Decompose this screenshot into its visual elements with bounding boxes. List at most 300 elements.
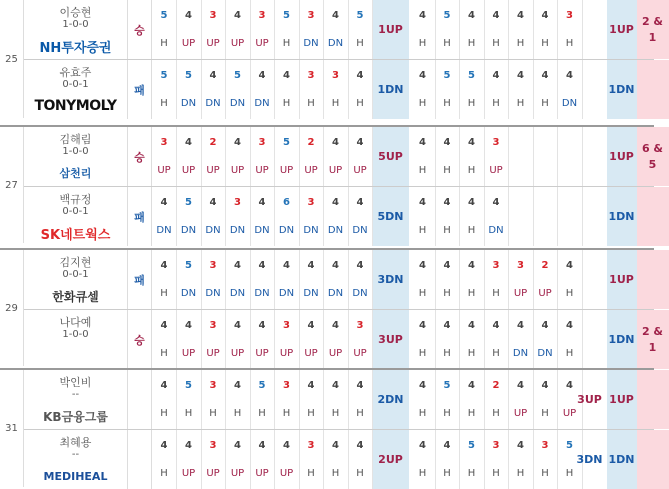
hole-status: H <box>418 348 427 359</box>
grid-line <box>225 310 226 369</box>
player-row <box>24 250 654 309</box>
hole-status: H <box>356 38 364 49</box>
hole-status: H <box>331 98 340 109</box>
grid-line <box>435 310 436 369</box>
grid-line <box>484 127 485 186</box>
grid-line <box>348 187 349 246</box>
hole-status: H <box>467 225 476 236</box>
winner-score <box>637 60 669 119</box>
grid-line <box>557 187 558 246</box>
hole-status: H <box>467 348 476 359</box>
winner-score: 6 & 5 <box>637 127 669 186</box>
grid-line <box>582 127 583 186</box>
grid-line <box>274 370 275 429</box>
player-info <box>24 250 128 309</box>
hole-score: 4 <box>234 137 241 148</box>
hole-status: H <box>418 288 427 299</box>
grid-line <box>323 250 324 309</box>
hole-status: H <box>307 98 315 109</box>
hole-status: H <box>331 468 340 479</box>
hole-status: H <box>160 408 168 419</box>
grid-line <box>435 250 436 309</box>
hole-score: 4 <box>566 380 573 391</box>
grid-line <box>348 250 349 309</box>
grid-line <box>484 310 485 369</box>
hole-status: H <box>492 38 500 49</box>
hole-score: 4 <box>419 380 426 391</box>
grid-line <box>250 0 251 59</box>
final-status: 1DN <box>607 310 637 369</box>
grid-line <box>348 310 349 369</box>
hole-score: 4 <box>283 440 290 451</box>
hole-status: H <box>160 288 168 299</box>
hole-status: UP <box>206 38 220 49</box>
hole-score: 4 <box>517 320 524 331</box>
winner-score <box>637 370 669 429</box>
hole-status: H <box>541 468 549 479</box>
player-row <box>24 186 654 245</box>
hole-score: 4 <box>185 440 192 451</box>
hole-score: 4 <box>419 260 426 271</box>
match-block <box>0 0 664 118</box>
grid-line <box>274 430 275 489</box>
hole-status: DN <box>205 288 221 299</box>
sponsor-logo: 한화큐셀 <box>52 289 99 304</box>
grid-line <box>557 60 558 119</box>
hole-score: 3 <box>283 320 290 331</box>
hole-score: 4 <box>356 260 364 271</box>
final-status: 1UP <box>607 250 637 309</box>
hole-score: 3 <box>307 197 315 208</box>
hole-score: 4 <box>160 440 168 451</box>
hole-score: 4 <box>258 260 266 271</box>
hole-score: 4 <box>443 440 451 451</box>
hole-score: 4 <box>234 10 241 21</box>
hole-status: UP <box>206 165 220 176</box>
hole-score: 5 <box>356 10 364 21</box>
grid-line <box>323 127 324 186</box>
hole-score: 4 <box>258 70 266 81</box>
grid-line <box>274 127 275 186</box>
hole-score: 4 <box>332 137 339 148</box>
hole-score: 4 <box>443 197 451 208</box>
hole-status: H <box>565 348 574 359</box>
hole-score: 3 <box>209 320 217 331</box>
grid-line <box>459 187 460 246</box>
hole-score: 4 <box>160 197 168 208</box>
winner-score: 2 & 1 <box>637 0 669 59</box>
hole-score: 4 <box>443 320 451 331</box>
hole-score: 4 <box>517 380 524 391</box>
hole-score: 4 <box>492 320 500 331</box>
sponsor-logo: NH투자증권 <box>39 40 112 56</box>
grid-line <box>274 310 275 369</box>
player-row <box>24 370 654 429</box>
grid-line <box>225 430 226 489</box>
hole-status: UP <box>304 165 318 176</box>
hole-score: 2 <box>209 137 217 148</box>
hole-status: UP <box>489 165 503 176</box>
hole-status: UP <box>353 348 367 359</box>
hole-status: H <box>331 408 340 419</box>
grid-line <box>274 250 275 309</box>
player-info <box>24 430 128 489</box>
hole-score: 4 <box>332 380 339 391</box>
hole-status: UP <box>181 468 196 479</box>
hole-score: 2 <box>307 137 315 148</box>
grid-line <box>250 310 251 369</box>
hole-score: 4 <box>283 70 290 81</box>
hole-score: 3 <box>307 70 315 81</box>
grid-line <box>557 370 558 429</box>
player-row <box>24 127 664 186</box>
hole-status: DN <box>229 288 246 299</box>
front-nine-total: 2DN <box>373 370 409 429</box>
hole-score: 4 <box>307 260 315 271</box>
hole-status: DN <box>327 225 344 236</box>
grid-line <box>176 0 177 59</box>
grid-line <box>176 250 177 309</box>
grid-line <box>323 430 324 489</box>
hole-score: 4 <box>332 320 339 331</box>
sponsor-logo: TONYMOLY <box>34 98 117 114</box>
hole-status: UP <box>230 165 245 176</box>
hole-status: UP <box>230 38 245 49</box>
hole-score: 3 <box>307 440 315 451</box>
grid-line <box>250 370 251 429</box>
hole-status: DN <box>254 288 270 299</box>
hole-score: 5 <box>185 260 192 271</box>
grid-line <box>348 0 349 59</box>
hole-score: 5 <box>185 197 192 208</box>
hole-score: 5 <box>234 70 241 81</box>
front-nine-total: 3DN <box>373 250 409 309</box>
hole-score: 4 <box>185 320 192 331</box>
hole-score: 4 <box>541 380 549 391</box>
hole-score: 4 <box>283 260 290 271</box>
hole-status: H <box>209 408 217 419</box>
hole-status: H <box>541 38 549 49</box>
match-result: 승 <box>128 310 152 369</box>
hole-score: 4 <box>566 70 573 81</box>
hole-score: 3 <box>209 380 217 391</box>
hole-status: UP <box>279 165 294 176</box>
hole-score: 4 <box>258 440 266 451</box>
front-nine-total: 2UP <box>373 430 409 489</box>
hole-score: 4 <box>332 10 339 21</box>
hole-status: DN <box>303 225 319 236</box>
grid-line <box>582 310 583 369</box>
final-status: 1DN <box>607 430 637 489</box>
grid-line <box>582 250 583 309</box>
hole-status: H <box>418 408 427 419</box>
grid-line <box>201 370 202 429</box>
hole-status: H <box>541 98 549 109</box>
grid-line <box>299 127 300 186</box>
grid-line <box>508 370 509 429</box>
grid-line <box>459 370 460 429</box>
winner-score <box>637 430 669 489</box>
hole-score: 4 <box>468 137 475 148</box>
hole-status: H <box>443 98 451 109</box>
grid-line <box>201 0 202 59</box>
hole-score: 4 <box>234 440 241 451</box>
match-number: 27 <box>0 127 24 243</box>
grid-line <box>323 310 324 369</box>
hole-score: 4 <box>468 197 475 208</box>
player-name: 박인비 <box>59 376 92 389</box>
front-nine-total: 1UP <box>373 0 409 59</box>
hole-status: H <box>356 98 364 109</box>
hole-status: H <box>492 348 500 359</box>
grid-line <box>484 187 485 246</box>
hole-score: 3 <box>160 137 168 148</box>
grid-line <box>274 0 275 59</box>
hole-status: H <box>443 225 451 236</box>
hole-status: DN <box>327 288 344 299</box>
hole-status: H <box>492 408 500 419</box>
hole-status: H <box>258 408 266 419</box>
player-info <box>24 0 128 59</box>
grid-line <box>435 370 436 429</box>
player-row <box>24 309 664 368</box>
hole-score: 4 <box>332 440 339 451</box>
grid-line <box>201 310 202 369</box>
player-record: 0-0-1 <box>62 79 89 90</box>
hole-status: H <box>467 38 476 49</box>
grid-line <box>508 127 509 186</box>
match-result: 패 <box>128 250 152 309</box>
hole-score: 4 <box>419 197 426 208</box>
grid-line <box>557 0 558 59</box>
grid-line <box>435 60 436 119</box>
hole-status: DN <box>278 225 295 236</box>
grid-line <box>484 250 485 309</box>
grid-line <box>250 430 251 489</box>
hole-status: H <box>418 38 427 49</box>
grid-line <box>348 430 349 489</box>
grid-line <box>533 0 534 59</box>
hole-status: UP <box>279 348 294 359</box>
match-result: 패 <box>128 187 152 246</box>
grid-line <box>435 187 436 246</box>
hole-status: DN <box>327 38 344 49</box>
match-result: 패 <box>128 60 152 119</box>
hole-score: 5 <box>160 10 168 21</box>
grid-line <box>508 430 509 489</box>
hole-status: DN <box>537 348 553 359</box>
grid-line <box>348 60 349 119</box>
player-name: 이승현 <box>59 6 92 19</box>
hole-score: 4 <box>443 137 451 148</box>
hole-status: UP <box>562 408 577 419</box>
hole-score: 4 <box>209 197 217 208</box>
hole-score: 4 <box>541 10 549 21</box>
hole-score: 3 <box>307 10 315 21</box>
grid-line <box>323 60 324 119</box>
hole-status: DN <box>352 225 368 236</box>
hole-status: UP <box>157 165 171 176</box>
hole-status: UP <box>181 348 196 359</box>
hole-status: UP <box>353 165 367 176</box>
hole-status: H <box>516 98 525 109</box>
grid-line <box>533 60 534 119</box>
player-row <box>24 59 654 118</box>
hole-status: UP <box>206 468 220 479</box>
hole-score: 5 <box>443 70 451 81</box>
hole-status: H <box>356 468 364 479</box>
hole-score: 4 <box>541 70 549 81</box>
hole-status: UP <box>255 468 269 479</box>
hole-status: H <box>160 98 168 109</box>
hole-status: H <box>356 408 364 419</box>
hole-score: 4 <box>419 70 426 81</box>
hole-status: DN <box>278 288 295 299</box>
hole-status: H <box>565 288 574 299</box>
hole-status: H <box>160 468 168 479</box>
player-record: 0-0-1 <box>62 269 89 280</box>
hole-status: H <box>233 408 242 419</box>
hole-score: 4 <box>492 70 500 81</box>
grid-line <box>299 0 300 59</box>
grid-line <box>299 310 300 369</box>
hole-score: 4 <box>234 380 241 391</box>
hole-score: 5 <box>283 10 290 21</box>
match-result: 승 <box>128 0 152 59</box>
hole-status: UP <box>181 165 196 176</box>
grid-line <box>225 127 226 186</box>
hole-score: 4 <box>468 10 475 21</box>
grid-line <box>533 250 534 309</box>
player-record: -- <box>71 389 80 400</box>
grid-line <box>484 0 485 59</box>
grid-line <box>299 370 300 429</box>
grid-line <box>176 60 177 119</box>
match-result <box>128 370 152 429</box>
hole-status: H <box>282 98 291 109</box>
hole-score: 4 <box>517 70 524 81</box>
grid-line <box>484 60 485 119</box>
player-record: 1-0-0 <box>62 329 89 340</box>
hole-score: 4 <box>332 197 339 208</box>
hole-status: DN <box>561 98 578 109</box>
hole-score: 3 <box>541 440 549 451</box>
hole-status: H <box>516 468 525 479</box>
hole-status: DN <box>229 225 246 236</box>
extra-total: 3UP <box>577 393 602 406</box>
hole-status: UP <box>513 288 528 299</box>
hole-score: 5 <box>468 440 475 451</box>
hole-score: 4 <box>492 197 500 208</box>
hole-score: 4 <box>185 137 192 148</box>
hole-status: UP <box>181 38 196 49</box>
hole-score: 3 <box>209 260 217 271</box>
extra-total: 3DN <box>576 453 603 466</box>
hole-score: 4 <box>307 380 315 391</box>
hole-score: 5 <box>258 380 266 391</box>
hole-score: 4 <box>541 320 549 331</box>
hole-score: 4 <box>160 320 168 331</box>
hole-score: 3 <box>283 380 290 391</box>
hole-status: UP <box>255 165 269 176</box>
grid-line <box>435 0 436 59</box>
hole-status: H <box>467 468 476 479</box>
hole-score: 4 <box>517 10 524 21</box>
match-block <box>0 248 664 366</box>
match-number: 25 <box>0 0 24 118</box>
hole-score: 4 <box>419 440 426 451</box>
hole-status: UP <box>304 348 318 359</box>
hole-status: UP <box>328 165 343 176</box>
grid-line <box>225 60 226 119</box>
player-info <box>24 127 128 186</box>
hole-score: 4 <box>209 70 217 81</box>
hole-score: 4 <box>185 10 192 21</box>
hole-score: 5 <box>566 440 573 451</box>
sponsor-logo: 삼천리 <box>59 167 92 180</box>
hole-score: 4 <box>234 320 241 331</box>
grid-line <box>459 0 460 59</box>
grid-line <box>533 310 534 369</box>
grid-line <box>508 0 509 59</box>
grid-line <box>323 187 324 246</box>
match-block <box>0 368 654 487</box>
hole-status: H <box>443 38 451 49</box>
hole-status: DN <box>512 348 529 359</box>
hole-score: 4 <box>356 440 364 451</box>
hole-status: H <box>467 98 476 109</box>
hole-status: H <box>282 38 291 49</box>
hole-status: UP <box>513 408 528 419</box>
final-status: 1UP <box>607 0 637 59</box>
grid-line <box>557 430 558 489</box>
player-row <box>24 429 654 488</box>
grid-line <box>533 430 534 489</box>
front-nine-total: 5DN <box>373 187 409 246</box>
sponsor-logo: SK네트웍스 <box>40 227 111 243</box>
hole-status: H <box>467 408 476 419</box>
hole-status: UP <box>230 468 245 479</box>
hole-score: 4 <box>258 320 266 331</box>
grid-line <box>250 250 251 309</box>
hole-score: 4 <box>468 260 475 271</box>
hole-score: 4 <box>419 137 426 148</box>
hole-status: DN <box>205 98 221 109</box>
grid-line <box>557 310 558 369</box>
grid-line <box>274 60 275 119</box>
sponsor-logo: MEDIHEAL <box>43 469 108 483</box>
hole-score: 4 <box>356 70 364 81</box>
player-record: -- <box>71 449 80 460</box>
hole-score: 3 <box>332 70 339 81</box>
hole-status: UP <box>255 348 269 359</box>
grid-line <box>459 310 460 369</box>
grid-line <box>533 127 534 186</box>
hole-status: H <box>467 288 476 299</box>
hole-status: DN <box>254 98 270 109</box>
hole-status: H <box>492 288 500 299</box>
grid-line <box>582 187 583 246</box>
match-result: 승 <box>128 127 152 186</box>
hole-score: 4 <box>566 260 573 271</box>
hole-status: H <box>307 408 315 419</box>
hole-status: H <box>467 165 476 176</box>
player-name: 유효주 <box>59 66 92 79</box>
hole-score: 4 <box>356 380 364 391</box>
hole-status: UP <box>255 38 269 49</box>
grid-line <box>250 60 251 119</box>
grid-line <box>582 60 583 119</box>
